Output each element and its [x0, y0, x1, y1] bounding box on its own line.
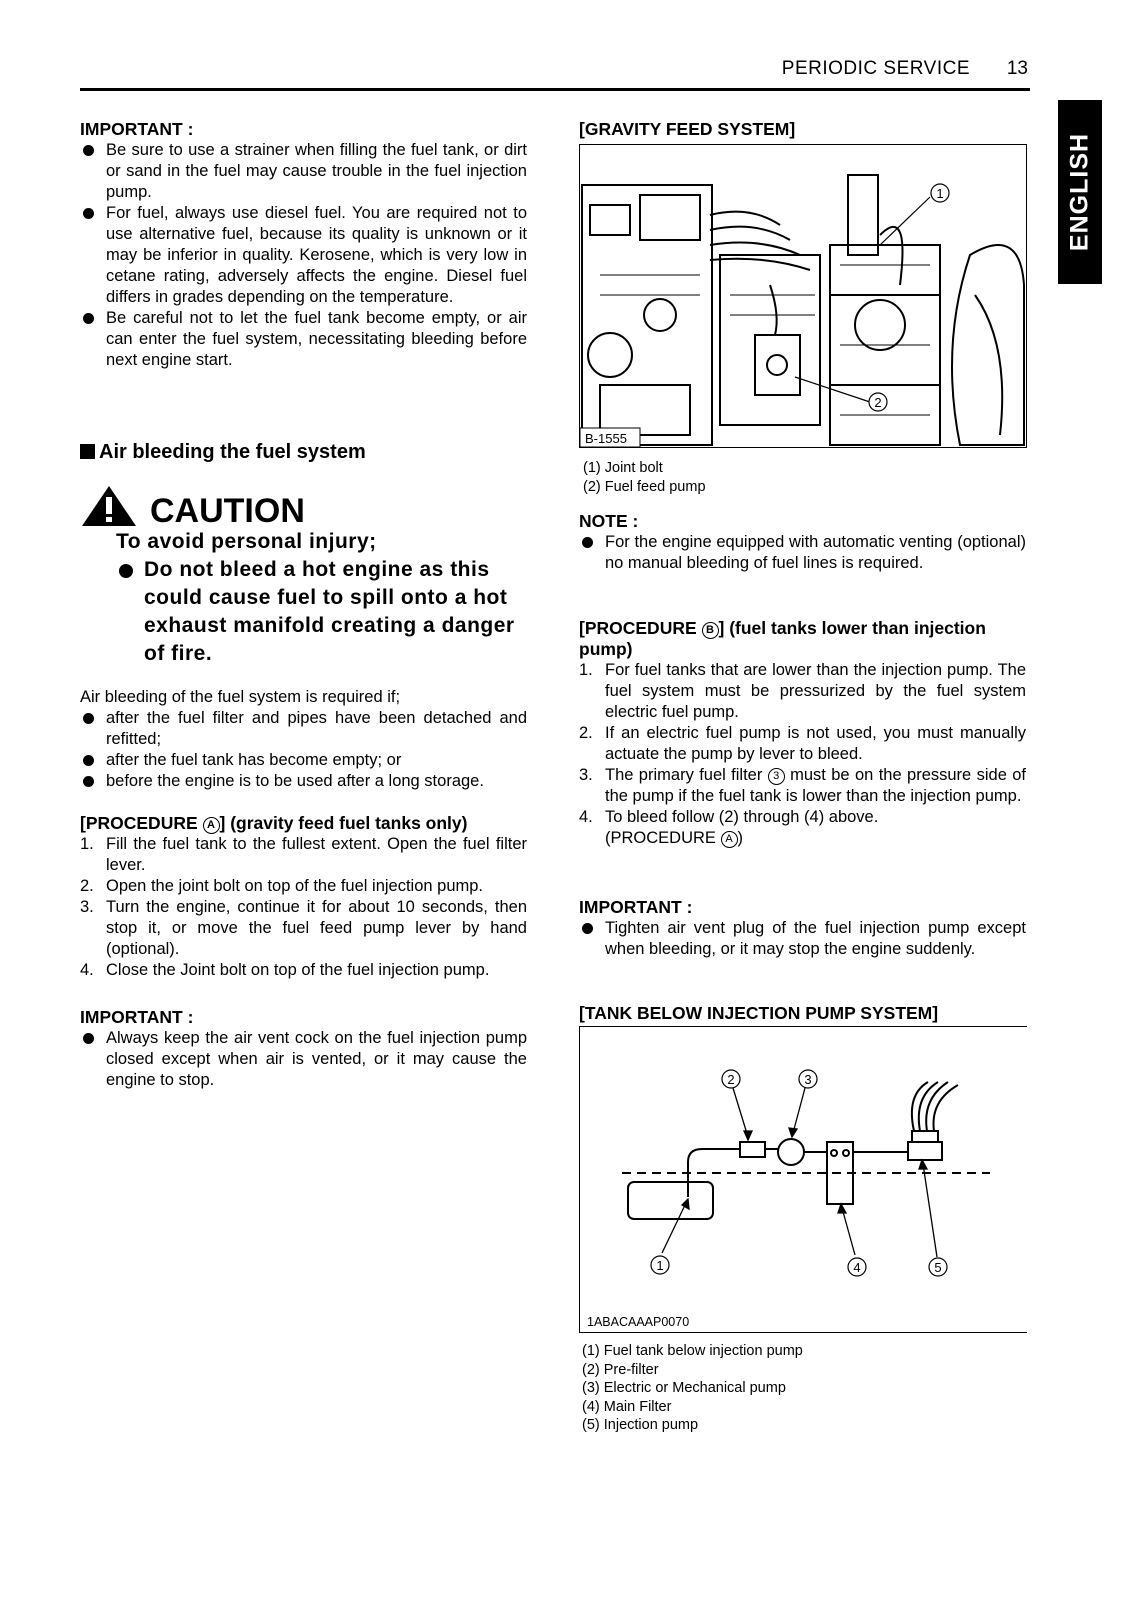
callout-1: 1: [936, 186, 944, 201]
important-block-1: [80, 119, 527, 371]
list-item: after the fuel filter and pipes have been detached and refitted;: [80, 708, 527, 750]
step-item: 2. Open the joint bolt on top of the fuel injection pump.: [80, 877, 484, 895]
figure-code: B-1555: [585, 431, 627, 446]
caption: (2) Pre-filter: [582, 1361, 659, 1378]
figure-code: 1ABACAAAP0070: [587, 1315, 690, 1329]
page-number: 13: [1006, 58, 1028, 79]
marker-a-icon: A: [721, 831, 738, 848]
callout-1: 1: [656, 1258, 664, 1273]
marker-3-icon: 3: [768, 768, 785, 785]
important-list: [80, 1028, 527, 1091]
caution-list: [116, 556, 526, 668]
gravity-heading: [GRAVITY FEED SYSTEM]: [579, 119, 796, 139]
step-item: 4. To bleed follow (2) through (4) above. (PROCEDURE A ): [579, 808, 879, 847]
list-item: Be careful not to let the fuel tank become empty, or air can enter the fuel system, necessitating bleeding before next engine start.: [80, 308, 527, 371]
figure-2-captions: [582, 1342, 803, 1435]
caption: (5) Injection pump: [582, 1417, 699, 1433]
step-item: 3. Turn the engine, continue it for about 10 seconds, then stop it, or move the fuel feed pump lever by hand (optional).: [80, 898, 527, 958]
important-list: [579, 918, 1026, 960]
section-heading: [80, 441, 527, 464]
page-header: [80, 58, 1030, 91]
procedure-a-heading: [PROCEDURE A ] (gravity feed fuel tanks only): [80, 813, 468, 833]
procedure-b-steps: [579, 660, 1026, 849]
list-item: For fuel, always use diesel fuel. You are required not to use alternative fuel, because its quality is unknown or it may be inferior in quality. Kerosene, which is very low in cetane rating, adversely affects the engine. Diesel fuel differs in grades depending on the temperature.: [80, 203, 527, 308]
procedure-a: [80, 813, 527, 981]
note-label: NOTE :: [579, 511, 639, 531]
callout-4: 4: [853, 1260, 861, 1275]
engine-illustration: [580, 145, 1026, 447]
list-item: For the engine equipped with automatic venting (optional) no manual bleeding of fuel lines is required.: [579, 532, 1026, 574]
tank-system-figure: [579, 1026, 1027, 1333]
caption: (1) Fuel tank below injection pump: [582, 1343, 803, 1359]
header-title: PERIODIC SERVICE: [781, 58, 970, 79]
square-bullet-icon: [80, 444, 95, 459]
procedure-a-steps: [80, 834, 527, 981]
callout-5: 5: [934, 1260, 942, 1275]
important-label: IMPORTANT :: [579, 897, 693, 917]
caution-title: CAUTION: [150, 492, 305, 530]
tank-heading: [TANK BELOW INJECTION PUMP SYSTEM]: [579, 1003, 939, 1023]
language-tab: [1058, 100, 1102, 284]
step-item: 4. Close the Joint bolt on top of the fuel injection pump.: [80, 961, 490, 979]
note-list: [579, 532, 1026, 574]
list-item: after the fuel tank has become empty; or: [80, 750, 527, 771]
step-item: 1. Fill the fuel tank to the fullest extent. Open the fuel filter lever.: [80, 835, 527, 874]
warning-triangle-icon: [80, 484, 138, 528]
caption: (2) Fuel feed pump: [583, 478, 706, 495]
callout-2: 2: [874, 395, 882, 410]
caption: (1) Joint bolt: [583, 460, 663, 476]
callout-2: 2: [727, 1072, 735, 1087]
caption: (4) Main Filter: [582, 1398, 672, 1415]
figure-1-captions: [583, 459, 706, 496]
list-item: Always keep the air vent cock on the fuel injection pump closed except when air is vented, or it may cause the engine to stop.: [80, 1028, 527, 1091]
important-label: IMPORTANT :: [80, 1007, 194, 1027]
list-item: before the engine is to be used after a long storage.: [80, 771, 527, 792]
bleeding-conditions: [80, 687, 527, 792]
important-block-3: [579, 897, 1026, 960]
callout-3: 3: [804, 1072, 812, 1087]
procedure-b-heading: [PROCEDURE B ] (fuel tanks lower than injection pump): [579, 618, 986, 659]
fuel-system-schematic: [580, 1027, 1027, 1332]
bleeding-intro: Air bleeding of the fuel system is required if;: [80, 688, 401, 706]
important-block-2: [80, 1007, 527, 1091]
procedure-b: [579, 618, 1026, 849]
list-item: Be sure to use a strainer when filling the fuel tank, or dirt or sand in the fuel may cause trouble in the fuel injection pump.: [80, 140, 527, 203]
step-item: 1. For fuel tanks that are lower than the injection pump. The fuel system must be pressurized by the fuel system electric fuel pump.: [579, 661, 1026, 721]
marker-a-icon: A: [203, 817, 220, 834]
caution-intro: To avoid personal injury;: [116, 530, 377, 553]
bleeding-list: [80, 708, 527, 792]
language-tab-label: ENGLISH: [1065, 132, 1094, 252]
section-title: Air bleeding the fuel system: [99, 441, 366, 463]
engine-figure: [579, 144, 1027, 448]
marker-b-icon: B: [702, 622, 719, 639]
list-item: Tighten air vent plug of the fuel injection pump except when bleeding, or it may stop the engine suddenly.: [579, 918, 1026, 960]
note-block: [579, 511, 1026, 574]
step-item: 2. If an electric fuel pump is not used, you must manually actuate the pump by lever to bleed.: [579, 724, 1026, 763]
caption: (3) Electric or Mechanical pump: [582, 1380, 786, 1396]
caution-block: [80, 484, 540, 668]
caution-item: Do not bleed a hot engine as this could cause fuel to spill onto a hot exhaust manifold creating a danger of fire.: [116, 556, 526, 668]
important-label: IMPORTANT :: [80, 119, 194, 139]
step-item: 3. The primary fuel filter 3 must be on the pressure side of the pump if the fuel tank is lower than the injection pump.: [579, 766, 1027, 805]
important-list: [80, 140, 527, 371]
